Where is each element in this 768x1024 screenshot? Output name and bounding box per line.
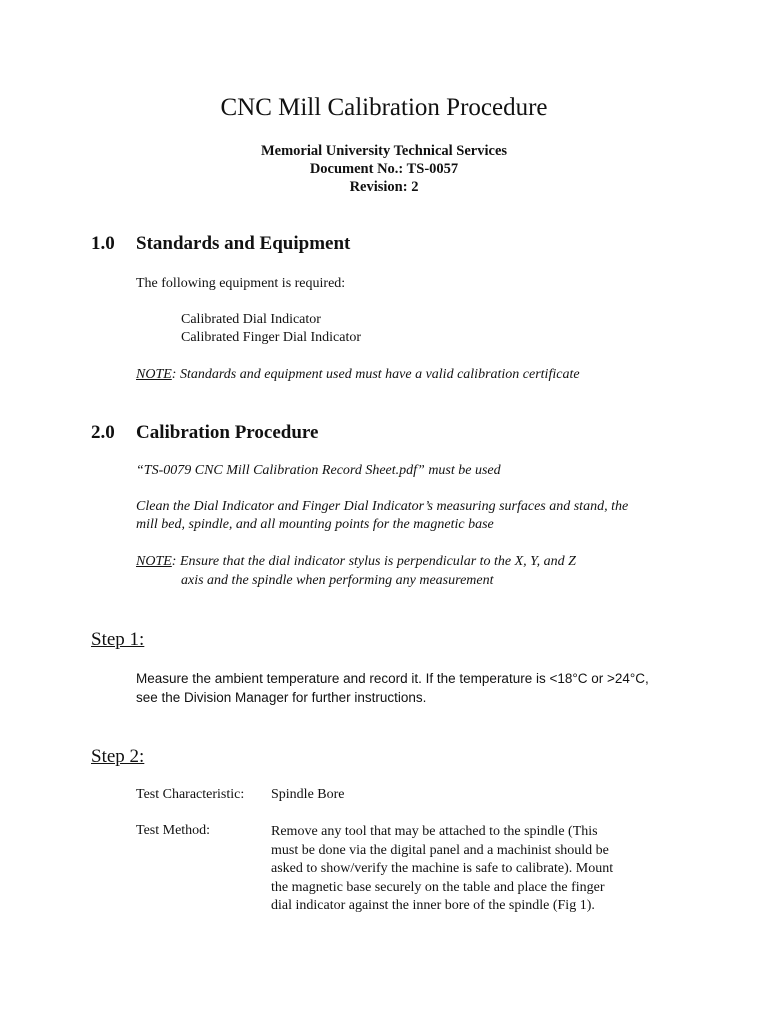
test-method-label: Test Method: (136, 823, 211, 838)
test-method-description (271, 823, 691, 916)
section-1-title: Standards and Equipment (136, 233, 351, 254)
test-method-line: must be done via the digital panel and a machinist should be (271, 842, 609, 858)
document-number: Document No.: TS-0057 (309, 161, 459, 177)
equipment-item-finger-dial-indicator: Calibrated Finger Dial Indicator (181, 330, 361, 345)
cleaning-instruction-line-1: Clean the Dial Indicator and Finger Dial Indicator’s measuring surfaces and stand, the (136, 499, 629, 514)
note-label: NOTE (136, 554, 172, 569)
section-2-note (136, 554, 576, 570)
revision-number: Revision: 2 (349, 179, 419, 195)
section-2-heading (91, 422, 318, 444)
test-characteristic-label: Test Characteristic: (136, 787, 245, 802)
section-2-note-continuation: axis and the spindle when performing any measurement (181, 573, 494, 588)
test-method-line: the magnetic base securely on the table and place the finger (271, 879, 605, 895)
step-1-instruction-line-1: Measure the ambient temperature and record it. If the temperature is <18°C or >24°C, (136, 671, 649, 686)
record-sheet-instruction: “TS-0079 CNC Mill Calibration Record Sheet.pdf” must be used (136, 463, 501, 478)
step-1-instruction-line-2: see the Division Manager for further instructions. (136, 690, 427, 705)
note-text: : Standards and equipment used must have a valid calibration certificate (171, 367, 580, 382)
document-title: CNC Mill Calibration Procedure (220, 94, 548, 121)
cleaning-instruction-line-2: mill bed, spindle, and all mounting points for the magnetic base (136, 517, 494, 532)
section-1-heading (91, 233, 350, 255)
section-1-note (136, 367, 580, 383)
step-1-heading: Step 1: (91, 629, 145, 650)
equipment-intro: The following equipment is required: (136, 276, 346, 291)
test-method-line: Remove any tool that may be attached to the spindle (This (271, 824, 598, 839)
test-method-line: asked to show/verify the machine is safe to calibrate). Mount (271, 861, 614, 876)
section-2-title: Calibration Procedure (136, 422, 319, 443)
section-1-number: 1.0 (91, 233, 115, 254)
test-characteristic-value: Spindle Bore (271, 787, 345, 802)
equipment-item-dial-indicator: Calibrated Dial Indicator (181, 312, 321, 327)
organization-name: Memorial University Technical Services (260, 143, 508, 159)
note-label: NOTE (136, 367, 172, 382)
step-2-heading: Step 2: (91, 746, 145, 767)
note-text: : Ensure that the dial indicator stylus is perpendicular to the X, Y, and Z (171, 554, 576, 569)
section-2-number: 2.0 (91, 422, 115, 443)
test-method-line: dial indicator against the inner bore of the spindle (Fig 1). (271, 898, 595, 913)
